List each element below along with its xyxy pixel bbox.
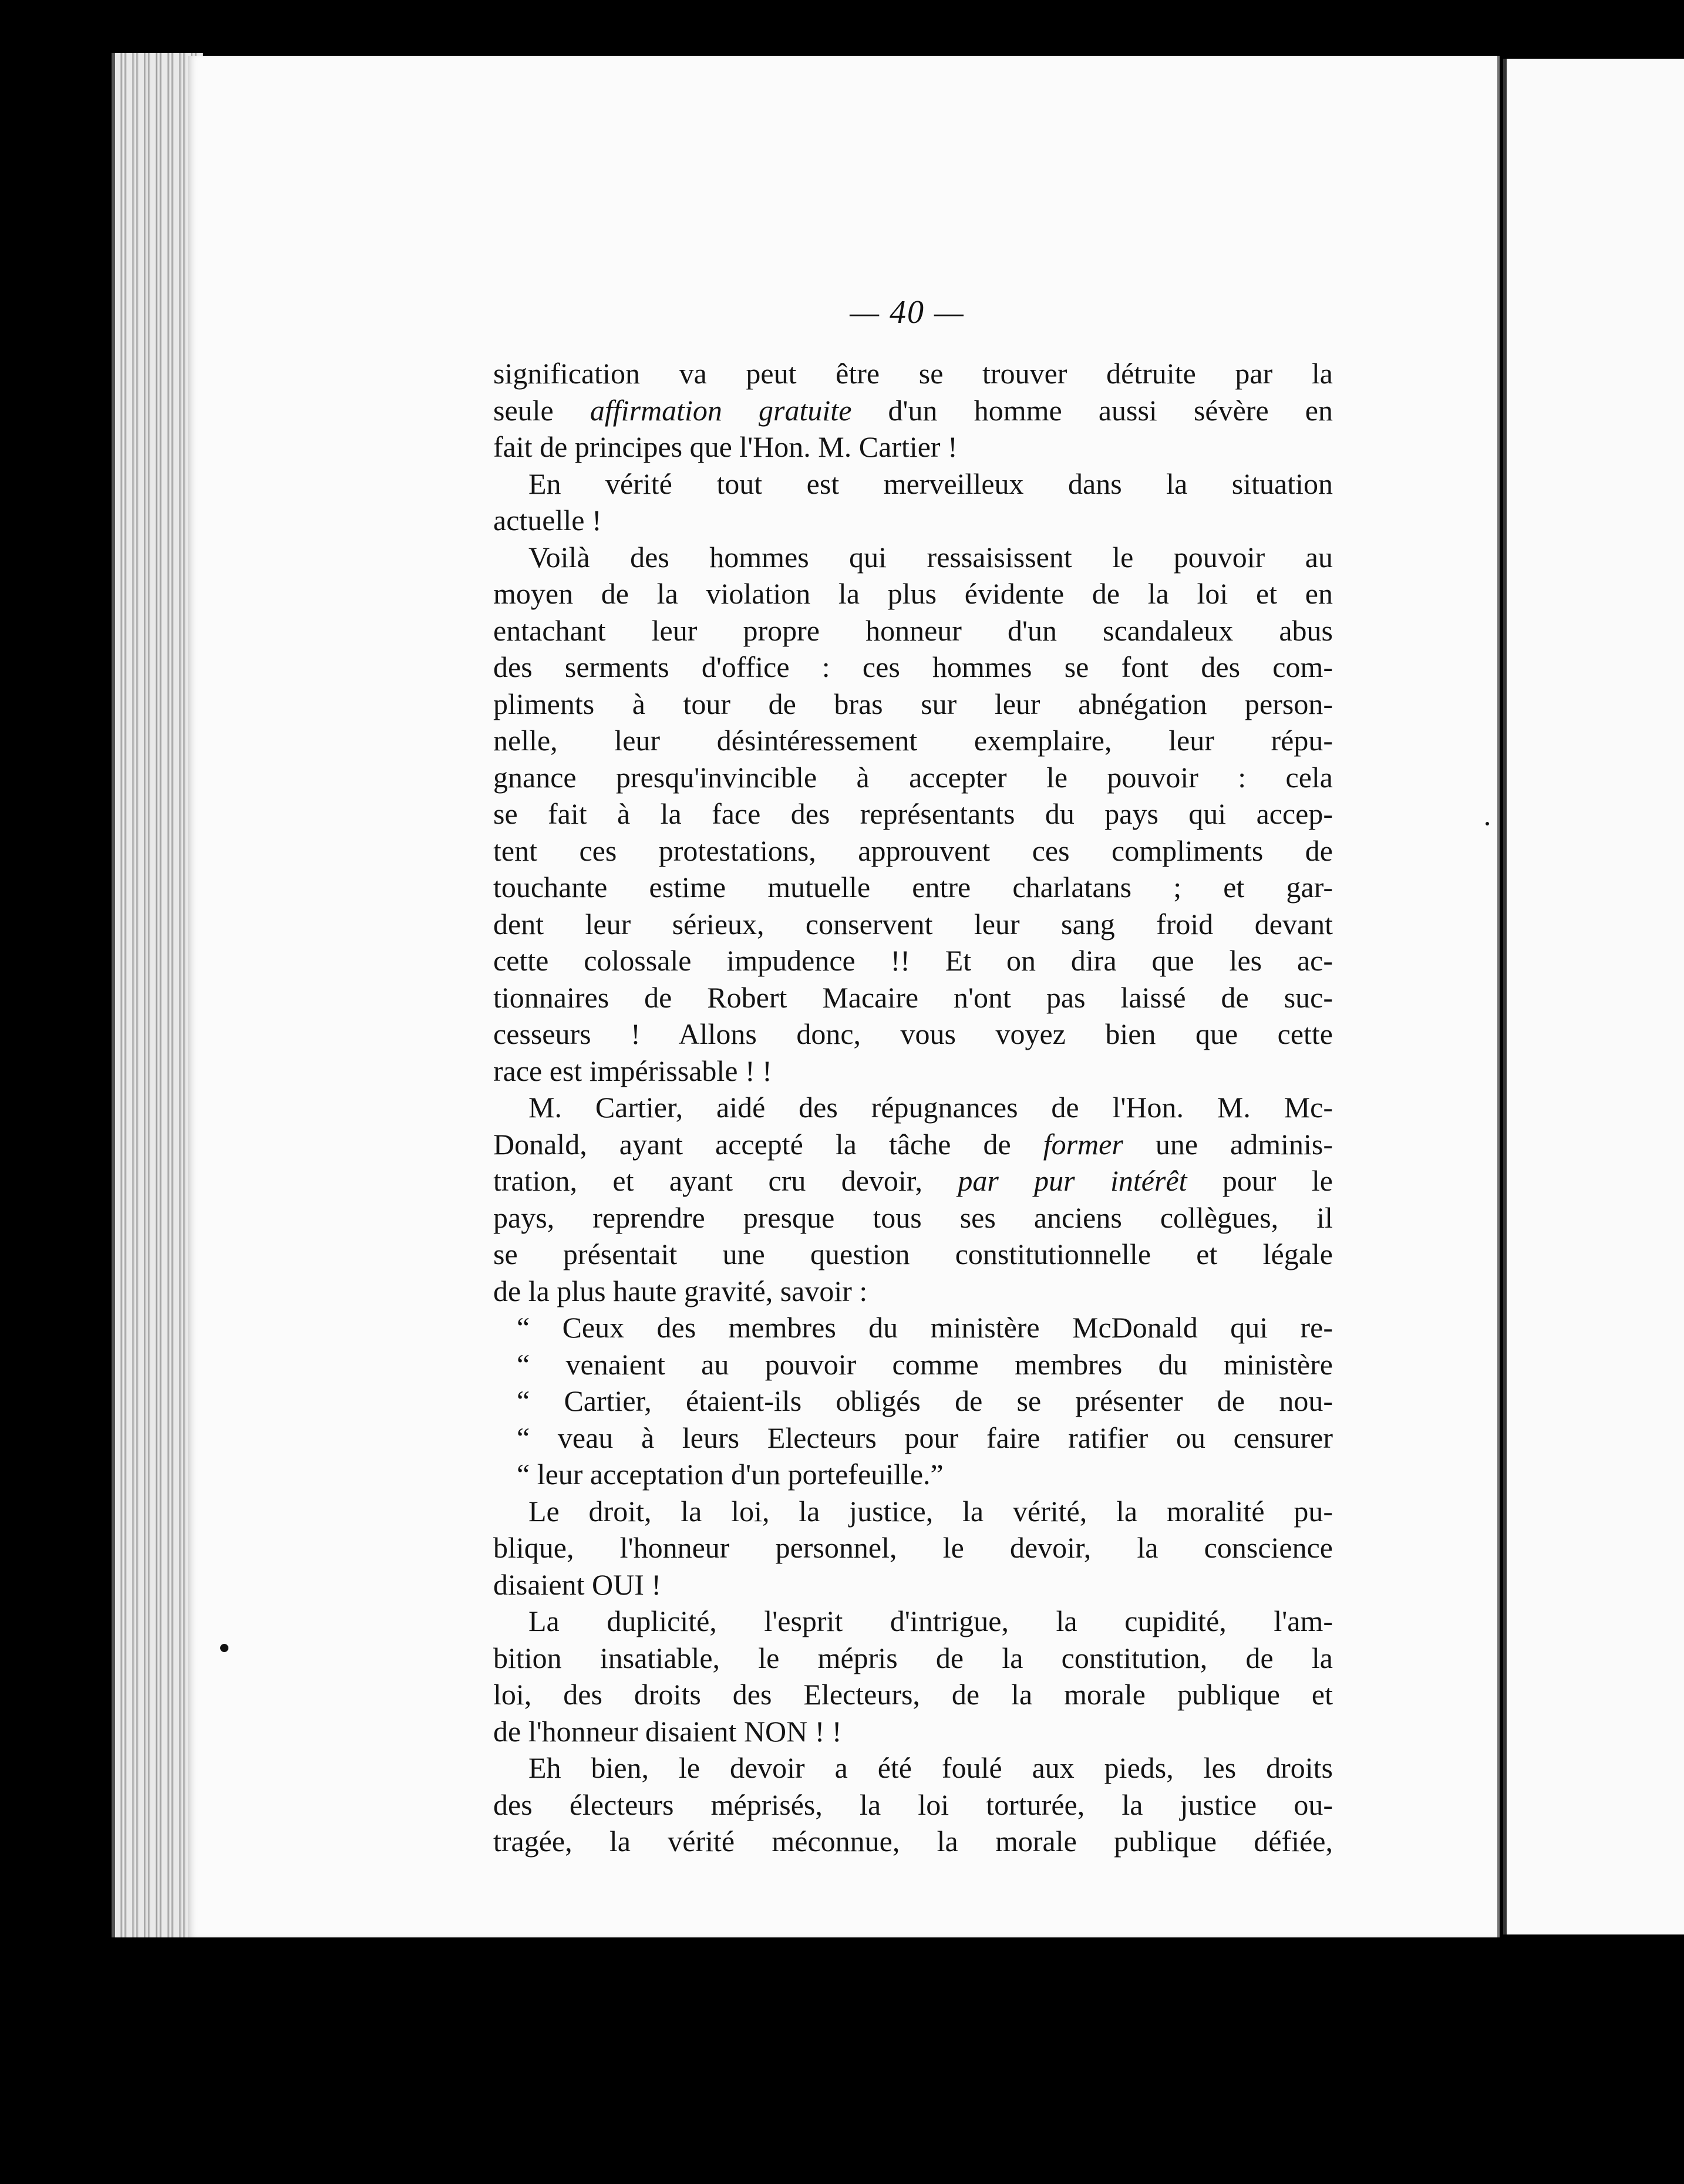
ink-speck [220,1644,228,1652]
text-line: moyen de la violation la plus évidente de la loi et en [493,577,1333,610]
text-line: des électeurs méprisés, la loi torturée, la justice ou- [493,1788,1333,1821]
text-line: Voilà des hommes qui ressaisissent le pouvoir au [528,540,1333,574]
text-line: “ veau à leurs Electeurs pour faire ratifier ou censurer [517,1421,1333,1454]
text-line: de la plus haute gravité, savoir : [493,1274,868,1307]
text-line: signification va peut être se trouver détruite par la [493,357,1333,390]
ink-speck [1486,822,1489,825]
text-line: “ leur acceptation d'un portefeuille.” [517,1458,944,1491]
text-line: Le droit, la loi, la justice, la vérité, la moralité pu- [528,1494,1333,1528]
text-line: En vérité tout est merveilleux dans la situation [528,467,1333,500]
text-line: dent leur sérieux, conservent leur sang froid devant [493,907,1333,941]
text-line: se présentait une question constitutionnelle et légale [493,1238,1333,1270]
text-line: gnance presqu'invincible à accepter le pouvoir : cela [493,760,1333,794]
text-line: cesseurs ! Allons donc, vous voyez bien que cette [493,1017,1333,1050]
italic-emphasis: affirmation gratuite [590,393,852,427]
facing-page-edge [1503,59,1684,1934]
text-line: bition insatiable, le mépris de la constitution, de la [493,1641,1333,1674]
text-line: entachant leur propre honneur d'un scandaleux abus [493,614,1333,647]
text-line: Eh bien, le devoir a été foulé aux pieds, les droits [528,1751,1333,1784]
text-line: blique, l'honneur personnel, le devoir, la conscience [493,1531,1333,1564]
text-line: “ Cartier, étaient-ils obligés de se présenter de nou- [517,1384,1333,1417]
text-line: tration, et ayant cru devoir, par pur intérêt pour le [493,1164,1333,1197]
text-line: tionnaires de Robert Macaire n'ont pas laissé de suc- [493,980,1333,1014]
text-line: se fait à la face des représentants du pays qui accep- [493,797,1333,830]
text-line: Donald, ayant accepté la tâche de former une adminis- [493,1127,1333,1161]
italic-emphasis: former [1043,1127,1123,1161]
italic-emphasis: par pur intérêt [958,1164,1187,1197]
text-line: cette colossale impudence !! Et on dira que les ac- [493,944,1333,977]
text-line: tent ces protestations, approuvent ces compliments de [493,834,1333,867]
body-text [493,355,1333,1860]
text-line: de l'honneur disaient NON ! ! [493,1714,842,1748]
text-line: tragée, la vérité méconnue, la morale publique défiée, [493,1825,1333,1858]
text-line: seule affirmation gratuite d'un homme aussi sévère en [493,393,1333,427]
text-line: fait de principes que l'Hon. M. Cartier ! [493,430,958,463]
text-line: pays, reprendre presque tous ses anciens collègues, il [493,1201,1333,1234]
text-line: actuelle ! [493,504,602,537]
text-line: M. Cartier, aidé des répugnances de l'Hon. M. Mc- [528,1091,1333,1124]
text-line: des serments d'office : ces hommes se font des com- [493,651,1333,683]
text-line: touchante estime mutuelle entre charlatans ; et gar- [493,871,1333,904]
text-line: disaient OUI ! [493,1568,662,1601]
text-line: “ venaient au pouvoir comme membres du ministère [517,1347,1333,1381]
text-line: nelle, leur désintéressement exemplaire, leur répu- [493,724,1333,757]
text-line: loi, des droits des Electeurs, de la morale publique et [493,1678,1333,1711]
text-line: race est impérissable ! ! [493,1054,772,1087]
text-line: La duplicité, l'esprit d'intrigue, la cupidité, l'am- [528,1605,1333,1637]
text-line: “ Ceux des membres du ministère McDonald qui re- [517,1311,1333,1344]
page-number: — 40 — [850,294,965,331]
text-line: pliments à tour de bras sur leur abnégation person- [493,687,1333,720]
